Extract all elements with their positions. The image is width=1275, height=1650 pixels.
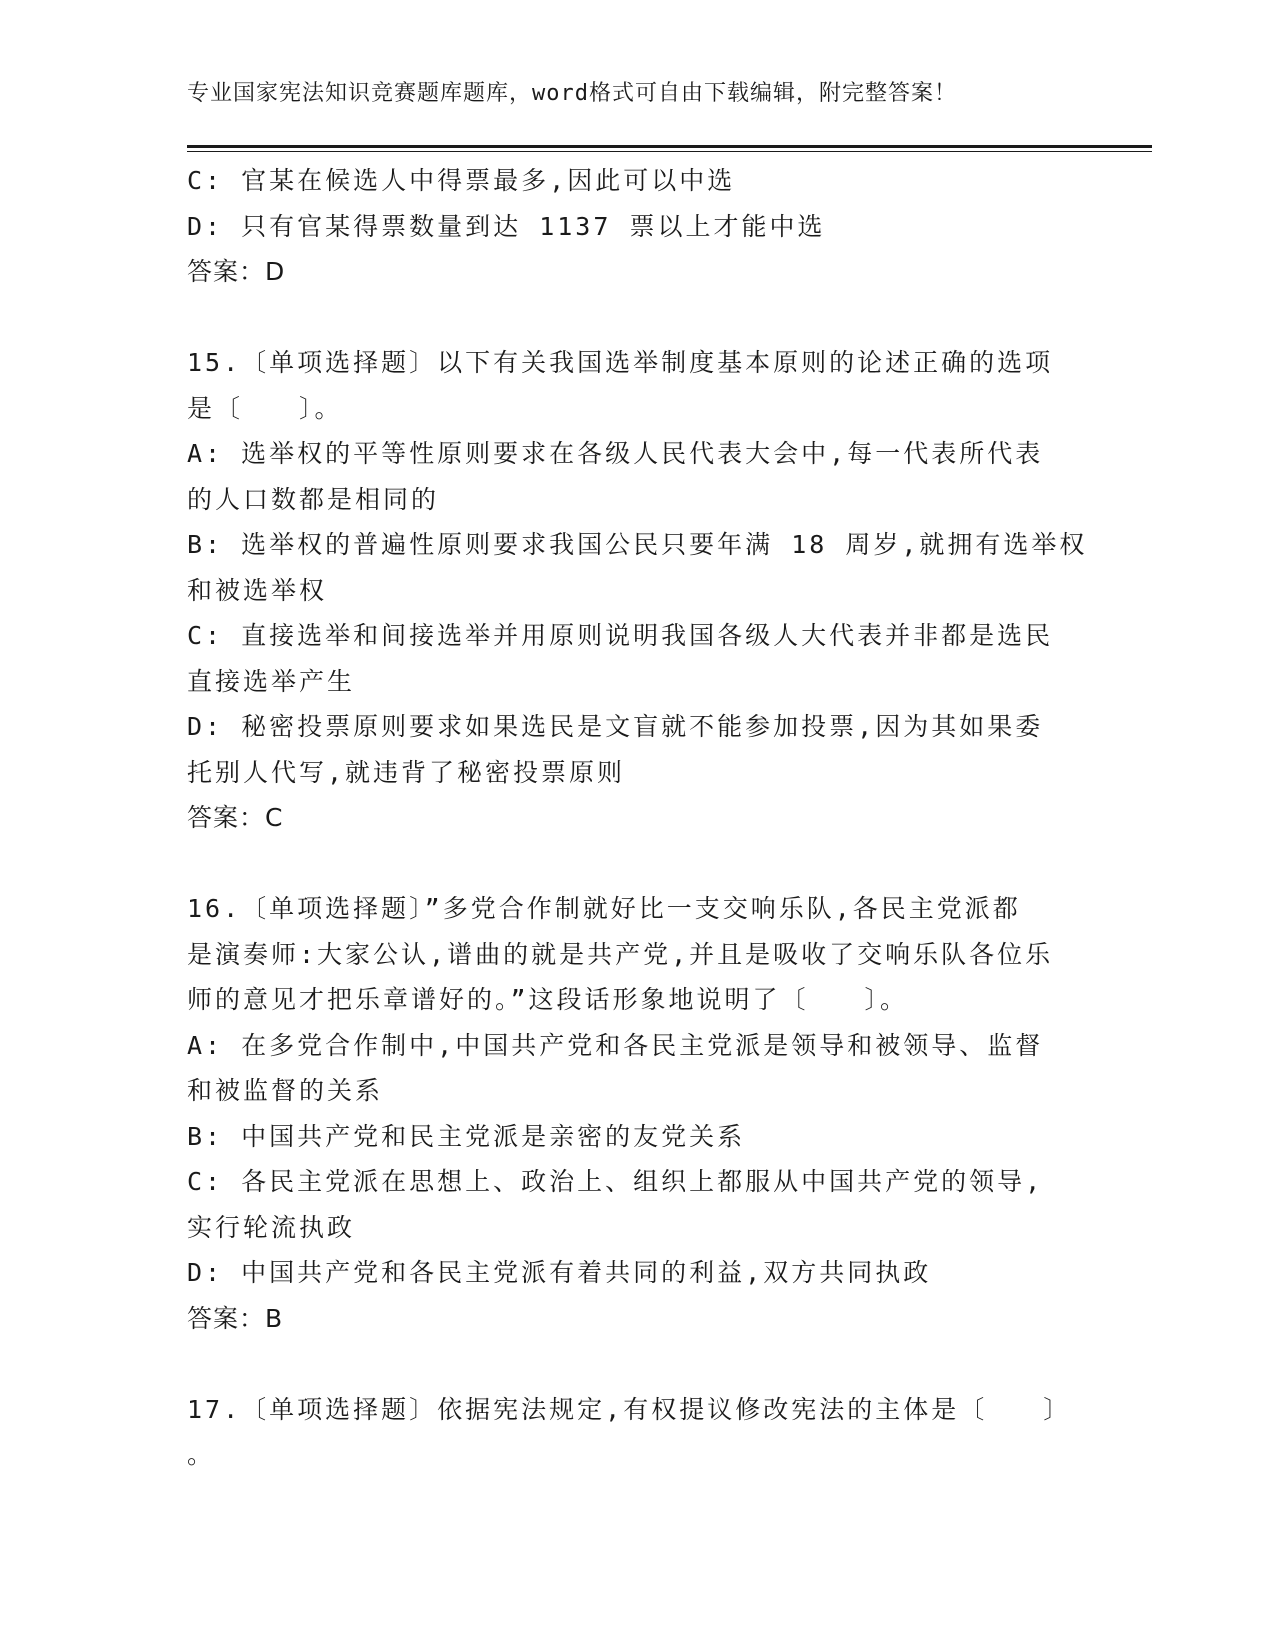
q16-stem-line3: 师的意见才把乐章谱好的。”这段话形象地说明了〔 〕。	[187, 985, 909, 1014]
spacer	[187, 295, 1087, 341]
q15-option-c-line2: 直接选举产生	[187, 666, 356, 696]
q15-option-a-line1: A: 选举权的平等性原则要求在各级人民代表大会中,每一代表所代表	[187, 439, 1044, 468]
q15-option-d-line1: D: 秘密投票原则要求如果选民是文盲就不能参加投票,因为其如果委	[187, 712, 1044, 741]
q15-option-c-line1: C: 直接选举和间接选举并用原则说明我国各级人大代表并非都是选民	[187, 621, 1054, 650]
q16-option-c-line1: C: 各民主党派在思想上、政治上、组织上都服从中国共产党的领导,	[187, 1167, 1044, 1196]
q16-stem-line1: 16.〔单项选择题〕”多党合作制就好比一支交响乐队,各民主党派都	[187, 894, 1021, 923]
q15-answer: 答案：C	[187, 803, 284, 832]
page-header: 专业国家宪法知识竞赛题库题库，word格式可自由下载编辑，附完整答案！	[187, 81, 957, 106]
q16-option-c-line2: 实行轮流执政	[187, 1212, 356, 1242]
q16-option-a-line1: A: 在多党合作制中,中国共产党和各民主党派是领导和被领导、监督	[187, 1030, 1044, 1060]
q15-option-d-line2: 托别人代写,就违背了秘密投票原则	[187, 757, 626, 787]
spacer	[187, 841, 1087, 887]
q15-option-a-line2: 的人口数都是相同的	[187, 484, 440, 514]
q14-option-d: D: 只有官某得票数量到达 1137 票以上才能中选	[187, 211, 826, 241]
q15-option-b-line1: B: 选举权的普遍性原则要求我国公民只要年满 18 周岁,就拥有选举权	[187, 530, 1088, 559]
q17-stem-line1: 17.〔单项选择题〕依据宪法规定,有权提议修改宪法的主体是〔 〕	[187, 1394, 1072, 1424]
q14-option-c: C: 官某在候选人中得票最多,因此可以中选	[187, 166, 736, 195]
q15-stem-line1: 15.〔单项选择题〕以下有关我国选举制度基本原则的论述正确的选项	[187, 348, 1054, 377]
question-content	[187, 158, 1087, 1478]
q16-stem-line2: 是演奏师:大家公认,谱曲的就是共产党,并且是吸收了交响乐队各位乐	[187, 939, 1054, 969]
q14-answer: 答案：D	[187, 257, 286, 286]
header-divider	[187, 145, 1152, 152]
q16-option-d: D: 中国共产党和各民主党派有着共同的利益,双方共同执政	[187, 1258, 932, 1287]
q16-option-a-line2: 和被监督的关系	[187, 1076, 384, 1105]
q17-stem-line2: 。	[187, 1440, 216, 1469]
spacer	[187, 1341, 1087, 1387]
q15-stem-line2: 是〔 〕。	[187, 393, 343, 423]
q16-answer: 答案：B	[187, 1303, 284, 1333]
q15-option-b-line2: 和被选举权	[187, 575, 328, 605]
q16-option-b: B: 中国共产党和民主党派是亲密的友党关系	[187, 1121, 746, 1151]
